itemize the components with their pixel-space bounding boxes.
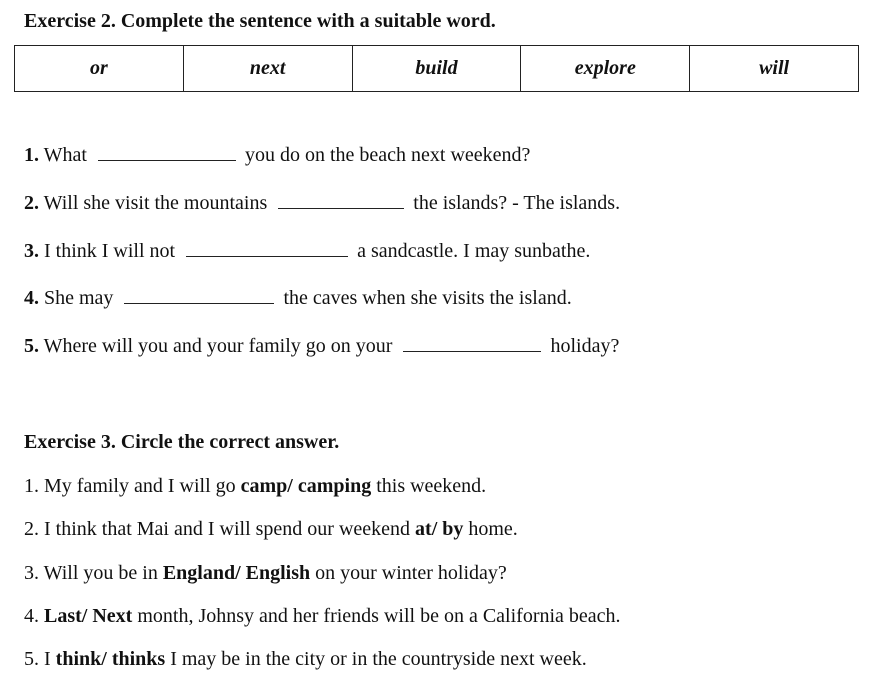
answer-options[interactable]: Last/ Next xyxy=(44,605,133,627)
answer-options[interactable]: think/ thinks xyxy=(55,648,166,670)
word-bank-table xyxy=(14,45,859,92)
answer-blank[interactable] xyxy=(124,285,274,304)
word-bank-cell: next xyxy=(184,46,353,91)
sentence-text-before: I think I will not xyxy=(44,240,176,262)
sentence-text-after: holiday? xyxy=(550,335,620,357)
exercise-3-heading: Exercise 3. Circle the correct answer. xyxy=(24,431,340,453)
exercise-3-item-1 xyxy=(24,475,486,498)
answer-options[interactable]: camp/ camping xyxy=(240,475,372,497)
sentence-text-after: you do on the beach next weekend? xyxy=(244,144,531,166)
exercise-2-sentence-4 xyxy=(24,285,572,310)
item-text-before: Will you be in xyxy=(43,562,158,584)
sentence-text-after: the islands? - The islands. xyxy=(413,192,621,214)
item-number: 3. xyxy=(24,562,39,584)
item-text-before: I xyxy=(44,648,51,670)
exercise-2-sentence-2 xyxy=(24,190,620,215)
exercise-3-item-3 xyxy=(24,562,507,585)
exercise-2-heading: Exercise 2. Complete the sentence with a suitable word. xyxy=(24,10,496,32)
item-text-after: on your winter holiday? xyxy=(315,562,507,584)
sentence-number: 1. xyxy=(24,144,39,166)
exercise-3-item-4 xyxy=(24,605,621,628)
answer-blank[interactable] xyxy=(403,333,541,352)
exercise-3-item-5 xyxy=(24,648,587,671)
item-text-before: I think that Mai and I will spend our weekend xyxy=(44,518,411,540)
word-bank-cell: explore xyxy=(521,46,690,91)
sentence-number: 2. xyxy=(24,192,39,214)
sentence-number: 5. xyxy=(24,335,39,357)
sentence-text-after: a sandcastle. I may sunbathe. xyxy=(357,240,591,262)
item-number: 4. xyxy=(24,605,39,627)
word-bank-cell: will xyxy=(759,57,790,79)
answer-blank[interactable] xyxy=(186,238,348,257)
answer-options[interactable]: England/ English xyxy=(162,562,311,584)
sentence-text-before: She may xyxy=(44,287,114,309)
item-number: 1. xyxy=(24,475,39,497)
item-text-after: I may be in the city or in the countryside next week. xyxy=(170,648,587,670)
answer-blank[interactable] xyxy=(98,142,236,161)
answer-options[interactable]: at/ by xyxy=(415,518,464,540)
item-number: 5. xyxy=(24,648,39,670)
word-bank-cell: build xyxy=(353,46,522,91)
exercise-2-sentence-5 xyxy=(24,333,619,358)
answer-blank[interactable] xyxy=(278,190,404,209)
sentence-text-before: What xyxy=(43,144,87,166)
item-number: 2. xyxy=(24,518,39,540)
sentence-number: 3. xyxy=(24,240,39,262)
sentence-text-before: Where will you and your family go on your xyxy=(43,335,393,357)
item-text-after: home. xyxy=(468,518,518,540)
item-text-before: My family and I will go xyxy=(44,475,236,497)
sentence-text-before: Will she visit the mountains xyxy=(43,192,268,214)
item-text-after: this weekend. xyxy=(376,475,487,497)
exercise-3-item-2 xyxy=(24,518,518,541)
item-text-after: month, Johnsy and her friends will be on a California beach. xyxy=(137,605,621,627)
exercise-2-sentence-3 xyxy=(24,238,590,263)
word-bank-cell: or xyxy=(15,46,184,91)
exercise-2-sentence-1 xyxy=(24,142,530,167)
sentence-number: 4. xyxy=(24,287,39,309)
sentence-text-after: the caves when she visits the island. xyxy=(283,287,572,309)
